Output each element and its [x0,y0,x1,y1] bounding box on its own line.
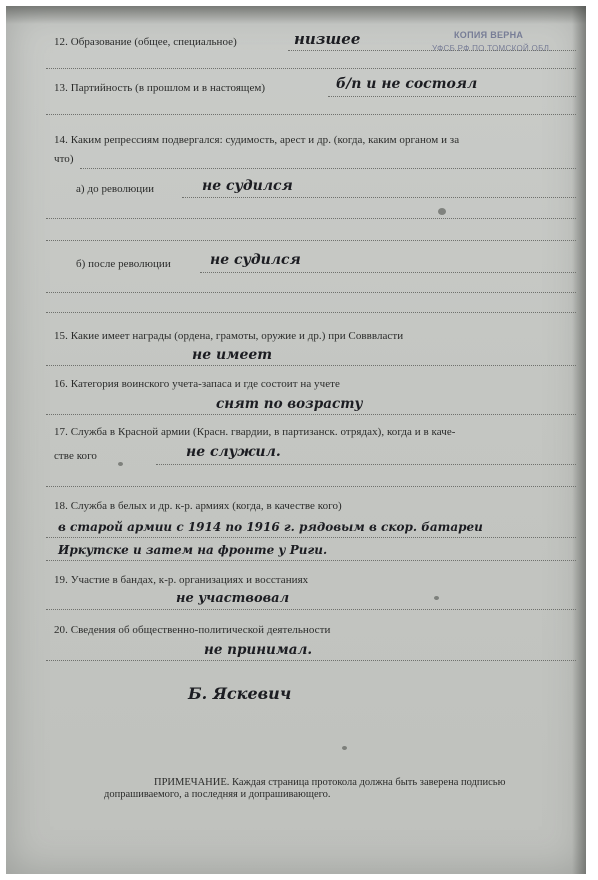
q13-answer: б/п и не состоял [336,76,478,92]
q18-rule-2 [46,560,576,561]
stamp-line-1: КОПИЯ ВЕРНА [454,30,524,40]
q17-label-line-2: стве кого [54,450,97,462]
q19-label: 19. Участие в бандах, к-р. организациях и восстаниях [54,574,309,586]
q14a-answer: не судился [202,178,293,194]
q19-rule-1 [46,609,576,610]
q17-label-line-1: 17. Служба в Красной армии (Красн. гвардии, в партизанск. отрядах), когда и в каче- [54,426,456,438]
q18-label: 18. Служба в белых и др. к-р. армиях (когда, в качестве кого) [54,500,342,512]
signature: Б. Яскевич [188,684,292,703]
q14-rule-1 [80,168,576,169]
q13-label: 13. Партийность (в прошлом и в настоящем) [54,82,266,94]
footnote-line-1: ПРИМЕЧАНИЕ. Каждая страница протокола должна быть заверена подписью [154,777,506,788]
q14a-rule-3 [46,240,576,241]
q16-rule-1 [46,414,576,415]
protocol-page [6,6,586,874]
q16-label: 16. Категория воинского учета-запаса и где состоит на учете [54,378,340,390]
q18-answer-line-2: Иркутске и затем на фронте у Риги. [58,543,328,557]
q17-rule-2 [46,486,576,487]
q14b-label: б) после революции [76,258,171,270]
certification-stamp [432,26,572,60]
ink-smudge [342,746,347,750]
q14a-rule-1 [182,197,576,198]
footnote-line-2: допрашиваемого, а последняя и допрашивающего. [104,789,331,800]
q13-rule-2 [46,114,576,115]
q14-label-line-2: что) [54,153,74,165]
q18-rule-1 [46,537,576,538]
q14a-label: а) до революции [76,183,155,195]
q20-answer: не принимал. [204,642,313,658]
page-edge-shadow [572,6,586,874]
q12-answer: низшее [294,30,361,48]
q14b-rule-2 [46,292,576,293]
q18-answer-line-1: в старой армии с 1914 по 1916 г. рядовым в скор. батареи [58,520,483,534]
stamp-line-2: УФСБ РФ ПО ТОМСКОЙ ОБЛ. [432,44,552,53]
q13-rule-1 [328,96,576,97]
ink-smudge [118,462,123,466]
q14b-answer: не судился [210,252,301,268]
q17-rule-1 [156,464,576,465]
q12-label: 12. Образование (общее, специальное) [54,36,237,48]
q20-rule-1 [46,660,576,661]
q15-answer: не имеет [192,347,273,363]
q12-rule-1 [288,50,576,51]
q14a-rule-2 [46,218,576,219]
q19-answer: не участвовал [176,591,290,606]
q17-answer: не служил. [186,444,281,460]
ink-smudge [438,208,446,215]
q15-label: 15. Какие имеет награды (ордена, грамоты, оружие и др.) при Совввласти [54,330,404,342]
q14b-rule-3 [46,312,576,313]
q12-rule-2 [46,68,576,69]
q16-answer: снят по возрасту [216,396,363,412]
page-top-shadow [6,6,586,24]
ink-smudge [434,596,439,600]
q15-rule-1 [46,365,576,366]
q20-label: 20. Сведения об общественно-политической деятельности [54,624,331,636]
q14b-rule-1 [200,272,576,273]
q14-label-line-1: 14. Каким репрессиям подвергался: судимость, арест и др. (когда, каким органом и за [54,134,460,146]
